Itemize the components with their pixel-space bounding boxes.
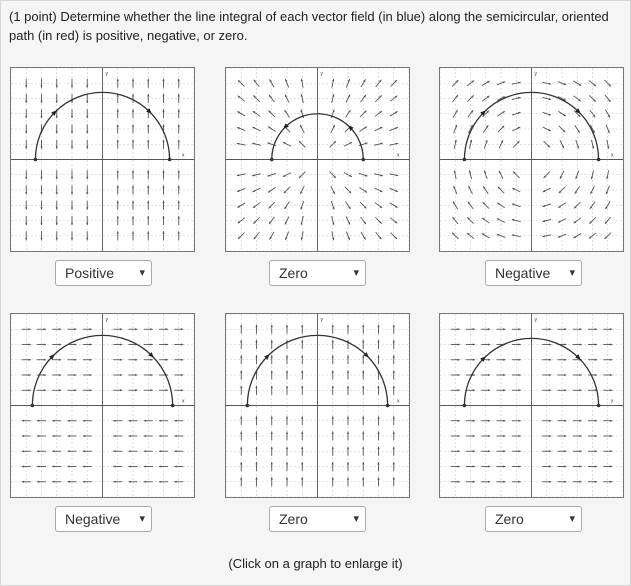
vector-arrow [574,202,580,208]
axes [11,314,194,497]
y-axis-label: y [105,71,108,77]
vector-arrow [574,218,581,223]
y-axis-label: y [105,317,108,323]
vector-arrow [590,202,595,209]
vector-arrow [360,202,366,208]
vector-arrow [589,217,595,223]
graph-2-plot [226,68,409,251]
chevron-down-icon: ▾ [139,267,145,279]
answer-select-3-value: Negative [495,265,551,281]
answer-select-3[interactable] [485,260,582,286]
x-axis-label: x [611,398,614,405]
chevron-down-icon: ▾ [569,267,575,279]
axes [440,314,623,497]
y-axis-label: y [534,317,537,323]
vector-arrow [299,141,305,147]
answer-select-6[interactable] [485,506,582,532]
vector-arrow [332,79,334,88]
answer-select-2-value: Zero [279,265,308,281]
vector-arrow [575,125,580,132]
question-prompt: Determine whether the line integral of each vector field (in blue) along the semicircular, oriented path (in red) is positive, negative, or zero. [9,9,609,43]
vector-arrow [483,202,489,208]
graph-1[interactable] [10,67,195,252]
chevron-down-icon: ▾ [139,513,145,525]
graph-4[interactable] [10,313,195,498]
vector-arrow [360,111,366,117]
answer-select-5-value: Zero [279,511,308,527]
vector-arrow [498,126,504,132]
answer-select-1-value: Positive [65,265,115,281]
y-axis-label: y [534,71,537,77]
axes [226,314,409,497]
graph-1-plot [11,68,194,251]
axes [440,68,623,251]
vector-arrow [389,174,398,176]
answer-select-1[interactable] [55,260,152,286]
vector-arrow [285,202,290,209]
vector-arrow [332,231,334,240]
answer-select-5[interactable] [269,506,366,532]
question-text [9,7,621,45]
answer-select-6-value: Zero [495,511,524,527]
graph-3-plot [440,68,623,251]
vector-arrow [375,217,381,223]
graph-5[interactable] [225,313,410,498]
vector-arrow [237,174,246,176]
enlarge-hint: (Click on a graph to enlarge it) [228,556,403,571]
vector-arrow [513,141,519,147]
vector-arrow [360,127,367,132]
x-axis-label: x [397,152,400,159]
answer-select-4[interactable] [55,506,152,532]
x-axis-label: x [611,152,614,159]
graph-5-plot [226,314,409,497]
chevron-down-icon: ▾ [353,513,359,525]
graph-6[interactable] [439,313,624,498]
chevron-down-icon: ▾ [353,267,359,279]
graph-6-plot [440,314,623,497]
vector-arrow [512,82,521,84]
answer-select-2[interactable] [269,260,366,286]
vector-arrow [497,203,504,208]
vector-arrow [454,170,456,179]
vector-arrow [269,111,275,117]
answer-select-4-value: Negative [65,511,121,527]
vector-arrow [269,202,275,208]
graph-4-plot [11,314,194,497]
graph-2[interactable] [225,67,410,252]
y-axis-label: y [320,317,323,323]
x-axis-label: x [397,398,400,405]
chevron-down-icon: ▾ [569,513,575,525]
x-axis-label: x [182,398,185,405]
y-axis-label: y [320,71,323,77]
question-points: (1 point) [9,9,57,24]
x-axis-label: x [182,152,185,159]
axes [11,68,194,251]
graph-3[interactable] [439,67,624,252]
